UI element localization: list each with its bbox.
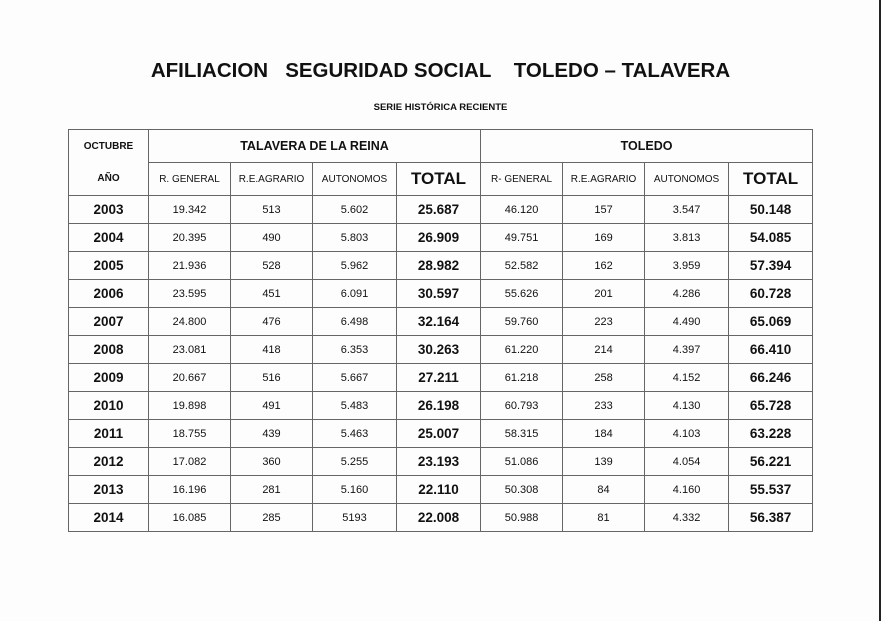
- toledo-re-agrario-cell: 169: [563, 224, 645, 252]
- table-row: [69, 392, 813, 420]
- toledo-re-agrario-cell: 258: [563, 364, 645, 392]
- talavera-re-agrario-cell: 418: [231, 336, 313, 364]
- toledo-r-general-cell: 50.988: [481, 504, 563, 532]
- talavera-r-general-cell: 23.595: [149, 280, 231, 308]
- year-cell: 2008: [69, 336, 149, 364]
- year-cell: 2013: [69, 476, 149, 504]
- talavera-autonomos-cell: 5193: [313, 504, 397, 532]
- talavera-total-cell: 25.007: [397, 420, 481, 448]
- talavera-autonomos-cell: 5.667: [313, 364, 397, 392]
- toledo-total-cell: 65.728: [729, 392, 813, 420]
- talavera-autonomos-cell: 6.498: [313, 308, 397, 336]
- toledo-re-agrario-cell: 184: [563, 420, 645, 448]
- talavera-re-agrario-cell: 439: [231, 420, 313, 448]
- toledo-autonomos-cell: 4.103: [645, 420, 729, 448]
- talavera-r-general-cell: 19.898: [149, 392, 231, 420]
- talavera-autonomos-cell: 5.160: [313, 476, 397, 504]
- toledo-total-cell: 63.228: [729, 420, 813, 448]
- header-row-groups: [69, 130, 813, 163]
- group-header-talavera: TALAVERA DE LA REINA: [149, 130, 481, 163]
- toledo-autonomos-cell: 4.160: [645, 476, 729, 504]
- toledo-autonomos-cell: 3.547: [645, 196, 729, 224]
- talavera-r-general-cell: 18.755: [149, 420, 231, 448]
- col-header-toledo-total: TOTAL: [729, 163, 813, 196]
- toledo-re-agrario-cell: 162: [563, 252, 645, 280]
- toledo-autonomos-cell: 4.397: [645, 336, 729, 364]
- year-cell: 2011: [69, 420, 149, 448]
- year-cell: 2012: [69, 448, 149, 476]
- talavera-total-cell: 23.193: [397, 448, 481, 476]
- year-cell: 2009: [69, 364, 149, 392]
- header-month: OCTUBRE: [69, 130, 149, 163]
- talavera-total-cell: 30.597: [397, 280, 481, 308]
- table-row: [69, 308, 813, 336]
- talavera-total-cell: 30.263: [397, 336, 481, 364]
- talavera-re-agrario-cell: 476: [231, 308, 313, 336]
- toledo-r-general-cell: 59.760: [481, 308, 563, 336]
- col-header-talavera-r-general: R. GENERAL: [149, 163, 231, 196]
- talavera-total-cell: 26.198: [397, 392, 481, 420]
- talavera-re-agrario-cell: 285: [231, 504, 313, 532]
- talavera-re-agrario-cell: 281: [231, 476, 313, 504]
- toledo-total-cell: 56.387: [729, 504, 813, 532]
- table-row: [69, 448, 813, 476]
- talavera-re-agrario-cell: 516: [231, 364, 313, 392]
- col-header-talavera-autonomos: AUTONOMOS: [313, 163, 397, 196]
- year-cell: 2003: [69, 196, 149, 224]
- talavera-r-general-cell: 16.196: [149, 476, 231, 504]
- talavera-r-general-cell: 17.082: [149, 448, 231, 476]
- toledo-autonomos-cell: 3.813: [645, 224, 729, 252]
- toledo-autonomos-cell: 4.152: [645, 364, 729, 392]
- talavera-r-general-cell: 21.936: [149, 252, 231, 280]
- toledo-r-general-cell: 61.218: [481, 364, 563, 392]
- talavera-autonomos-cell: 5.602: [313, 196, 397, 224]
- table-row: [69, 252, 813, 280]
- col-header-toledo-re-agrario: R.E.AGRARIO: [563, 163, 645, 196]
- toledo-total-cell: 66.246: [729, 364, 813, 392]
- document-title: AFILIACION SEGURIDAD SOCIAL TOLEDO – TALAVERA: [150, 59, 731, 82]
- talavera-r-general-cell: 16.085: [149, 504, 231, 532]
- talavera-r-general-cell: 24.800: [149, 308, 231, 336]
- toledo-autonomos-cell: 4.054: [645, 448, 729, 476]
- year-cell: 2004: [69, 224, 149, 252]
- toledo-total-cell: 65.069: [729, 308, 813, 336]
- talavera-total-cell: 22.008: [397, 504, 481, 532]
- toledo-total-cell: 56.221: [729, 448, 813, 476]
- talavera-re-agrario-cell: 451: [231, 280, 313, 308]
- talavera-total-cell: 26.909: [397, 224, 481, 252]
- toledo-re-agrario-cell: 214: [563, 336, 645, 364]
- table-row: [69, 476, 813, 504]
- toledo-re-agrario-cell: 157: [563, 196, 645, 224]
- talavera-r-general-cell: 20.667: [149, 364, 231, 392]
- col-header-toledo-autonomos: AUTONOMOS: [645, 163, 729, 196]
- toledo-autonomos-cell: 4.332: [645, 504, 729, 532]
- talavera-total-cell: 32.164: [397, 308, 481, 336]
- col-header-talavera-total: TOTAL: [397, 163, 481, 196]
- toledo-total-cell: 54.085: [729, 224, 813, 252]
- toledo-re-agrario-cell: 233: [563, 392, 645, 420]
- year-cell: 2005: [69, 252, 149, 280]
- toledo-r-general-cell: 49.751: [481, 224, 563, 252]
- talavera-autonomos-cell: 5.255: [313, 448, 397, 476]
- talavera-re-agrario-cell: 491: [231, 392, 313, 420]
- talavera-total-cell: 22.110: [397, 476, 481, 504]
- toledo-r-general-cell: 60.793: [481, 392, 563, 420]
- col-header-talavera-re-agrario: R.E.AGRARIO: [231, 163, 313, 196]
- toledo-autonomos-cell: 4.130: [645, 392, 729, 420]
- affiliation-table: [68, 129, 813, 532]
- talavera-r-general-cell: 20.395: [149, 224, 231, 252]
- table-row: [69, 196, 813, 224]
- table-row: [69, 420, 813, 448]
- talavera-r-general-cell: 23.081: [149, 336, 231, 364]
- toledo-re-agrario-cell: 139: [563, 448, 645, 476]
- year-cell: 2010: [69, 392, 149, 420]
- toledo-re-agrario-cell: 84: [563, 476, 645, 504]
- toledo-r-general-cell: 46.120: [481, 196, 563, 224]
- toledo-total-cell: 57.394: [729, 252, 813, 280]
- table-row: [69, 280, 813, 308]
- col-header-toledo-r-general: R- GENERAL: [481, 163, 563, 196]
- year-cell: 2014: [69, 504, 149, 532]
- toledo-r-general-cell: 51.086: [481, 448, 563, 476]
- table-row: [69, 504, 813, 532]
- year-cell: 2006: [69, 280, 149, 308]
- talavera-autonomos-cell: 5.803: [313, 224, 397, 252]
- toledo-autonomos-cell: 3.959: [645, 252, 729, 280]
- group-header-toledo: TOLEDO: [481, 130, 813, 163]
- talavera-re-agrario-cell: 490: [231, 224, 313, 252]
- header-year: AÑO: [69, 163, 149, 196]
- toledo-total-cell: 66.410: [729, 336, 813, 364]
- talavera-re-agrario-cell: 360: [231, 448, 313, 476]
- toledo-re-agrario-cell: 81: [563, 504, 645, 532]
- toledo-r-general-cell: 52.582: [481, 252, 563, 280]
- talavera-autonomos-cell: 5.463: [313, 420, 397, 448]
- talavera-r-general-cell: 19.342: [149, 196, 231, 224]
- talavera-autonomos-cell: 5.962: [313, 252, 397, 280]
- toledo-autonomos-cell: 4.490: [645, 308, 729, 336]
- talavera-re-agrario-cell: 528: [231, 252, 313, 280]
- toledo-total-cell: 60.728: [729, 280, 813, 308]
- table-body: [69, 196, 813, 532]
- toledo-autonomos-cell: 4.286: [645, 280, 729, 308]
- toledo-re-agrario-cell: 201: [563, 280, 645, 308]
- toledo-r-general-cell: 50.308: [481, 476, 563, 504]
- talavera-autonomos-cell: 6.091: [313, 280, 397, 308]
- year-cell: 2007: [69, 308, 149, 336]
- header-row-columns: [69, 163, 813, 196]
- talavera-total-cell: 27.211: [397, 364, 481, 392]
- document-subtitle: SERIE HISTÓRICA RECIENTE: [373, 102, 508, 113]
- toledo-re-agrario-cell: 223: [563, 308, 645, 336]
- talavera-total-cell: 25.687: [397, 196, 481, 224]
- toledo-r-general-cell: 55.626: [481, 280, 563, 308]
- talavera-autonomos-cell: 6.353: [313, 336, 397, 364]
- talavera-total-cell: 28.982: [397, 252, 481, 280]
- table-row: [69, 364, 813, 392]
- toledo-r-general-cell: 58.315: [481, 420, 563, 448]
- talavera-autonomos-cell: 5.483: [313, 392, 397, 420]
- toledo-total-cell: 55.537: [729, 476, 813, 504]
- table-row: [69, 336, 813, 364]
- talavera-re-agrario-cell: 513: [231, 196, 313, 224]
- toledo-r-general-cell: 61.220: [481, 336, 563, 364]
- table-row: [69, 224, 813, 252]
- toledo-total-cell: 50.148: [729, 196, 813, 224]
